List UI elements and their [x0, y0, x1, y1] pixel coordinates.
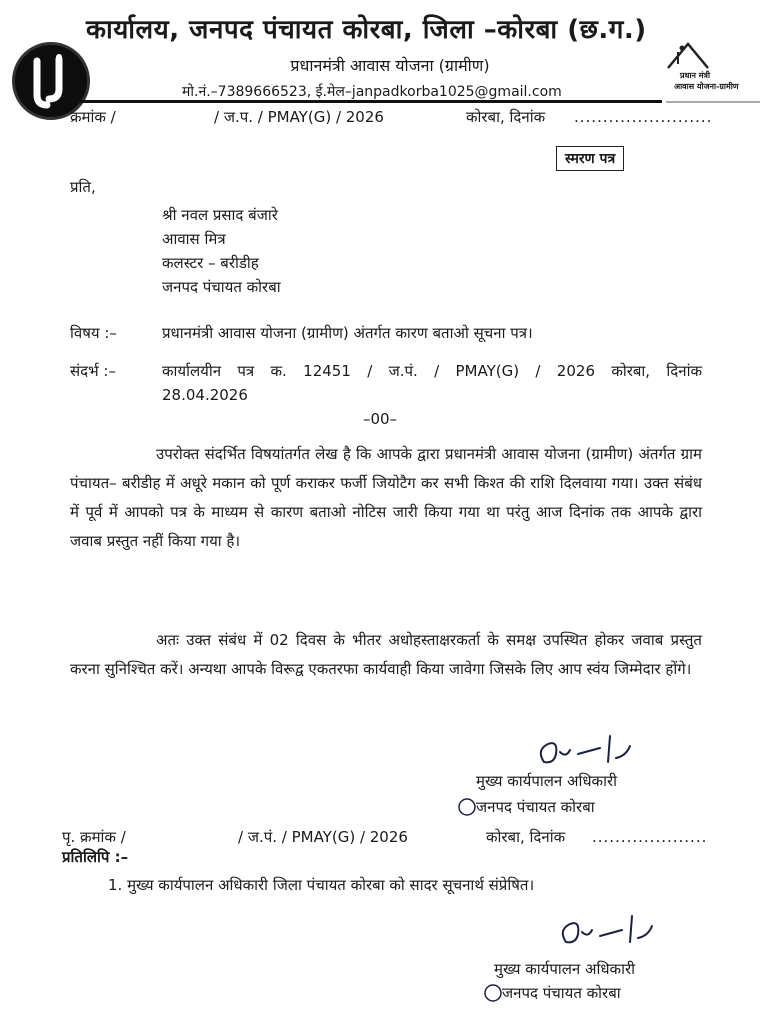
date-blank: ........................ [574, 108, 713, 126]
prati-label: प्रति, [70, 178, 96, 196]
signature-1-title: मुख्य कार्यपालन अधिकारी [476, 772, 617, 790]
subject-text: प्रधानमंत्री आवास योजना (ग्रामीण) अंतर्गत कारण बताओ सूचना पत्र। [162, 324, 533, 342]
seal-1-icon [456, 796, 478, 818]
header-rule [70, 100, 662, 103]
signature-2-org: जनपद पंचायत कोरबा [502, 984, 621, 1002]
endorsement-kramank: पृ. क्रमांक / [62, 828, 126, 846]
addressee-office: जनपद पंचायत कोरबा [162, 278, 281, 296]
place-date-label: कोरबा, दिनांक [466, 108, 546, 126]
signature-2-title: मुख्य कार्यपालन अधिकारी [494, 960, 635, 978]
reference-text-line2: 28.04.2026 [162, 386, 248, 404]
office-title: कार्यालय, जनपद पंचायत कोरबा, जिला –कोरबा (छ.ग.) [86, 15, 647, 45]
endorsement-code: / ज.पं. / PMAY(G) / 2026 [238, 828, 408, 846]
signature-2-icon [552, 908, 662, 956]
signature-1-icon [530, 728, 640, 776]
scheme-subtitle: प्रधानमंत्री आवास योजना (ग्रामीण) [290, 56, 490, 75]
endorsement-date-blank: .................... [592, 828, 708, 846]
subject-label: विषय :– [70, 324, 117, 342]
reference-text-line1: कार्यालयीन पत्र क. 12451 / ज.पं. / PMAY(G) / 2026 कोरबा, दिनांक [162, 362, 702, 380]
addressee-name: श्री नवल प्रसाद बंजारे [162, 206, 278, 224]
signature-1-org: जनपद पंचायत कोरबा [476, 798, 595, 816]
copy-item-1: 1. मुख्य कार्यपालन अधिकारी जिला पंचायत कोरबा को सादर सूचनार्थ संप्रेषित। [108, 876, 535, 894]
copy-label: प्रतिलिपि :– [62, 848, 129, 866]
right-logo-line-2: आवास योजना-ग्रामीण [674, 82, 739, 91]
separator: –00– [362, 410, 398, 428]
body-paragraph-1: उपरोक्त संदर्भित विषयांतर्गत लेख है कि आपके द्वारा प्रधानमंत्री आवास योजना (ग्रामीण) अंतर्गत ग्राम पंचायत– बरीडीह में अधूरे मकान को पूर्ण कराकर फर्जी जियोटैग कर सभी किश्त की राशि दिलवाया गया। उक्त संबंध में पूर्व में आपको पत्र के माध्यम से कारण बताओ नोटिस जारी किया गया था परंतु आज दिनांक तक आपके द्वारा जवाब प्रस्तुत नहीं किया गया है। [70, 445, 702, 550]
pmay-g-logo [660, 38, 766, 112]
contact-line: मो.नं.–7389666523, ई.मेल–janpadkorba1025@gmail.com [182, 84, 562, 100]
body-paragraph-2: अतः उक्त संबंध में 02 दिवस के भीतर अधोहस्ताक्षरकर्ता के समक्ष उपस्थित होकर जवाब प्रस्तुत करना सुनिश्चित करें। अन्यथा आपके विरूद्व एकतरफा कार्यवाही किया जावेगा जिसके लिए आप स्वंय जिम्मेदार होंगे। [70, 631, 702, 678]
endorsement-place-date: कोरबा, दिनांक [486, 828, 566, 846]
reminder-box: स्मरण पत्र [556, 146, 624, 171]
letter-code: / ज.प. / PMAY(G) / 2026 [214, 108, 384, 126]
right-logo-line-1: प्रधान मंत्री [680, 71, 711, 80]
seal-2-icon [482, 982, 504, 1004]
addressee-cluster: कलस्टर – बरीडीह [162, 254, 259, 272]
house-logo-icon [660, 38, 766, 112]
reference-label: संदर्भ :– [70, 362, 116, 380]
addressee-designation: आवास मित्र [162, 230, 226, 248]
kramank-label: क्रमांक / [70, 108, 116, 126]
